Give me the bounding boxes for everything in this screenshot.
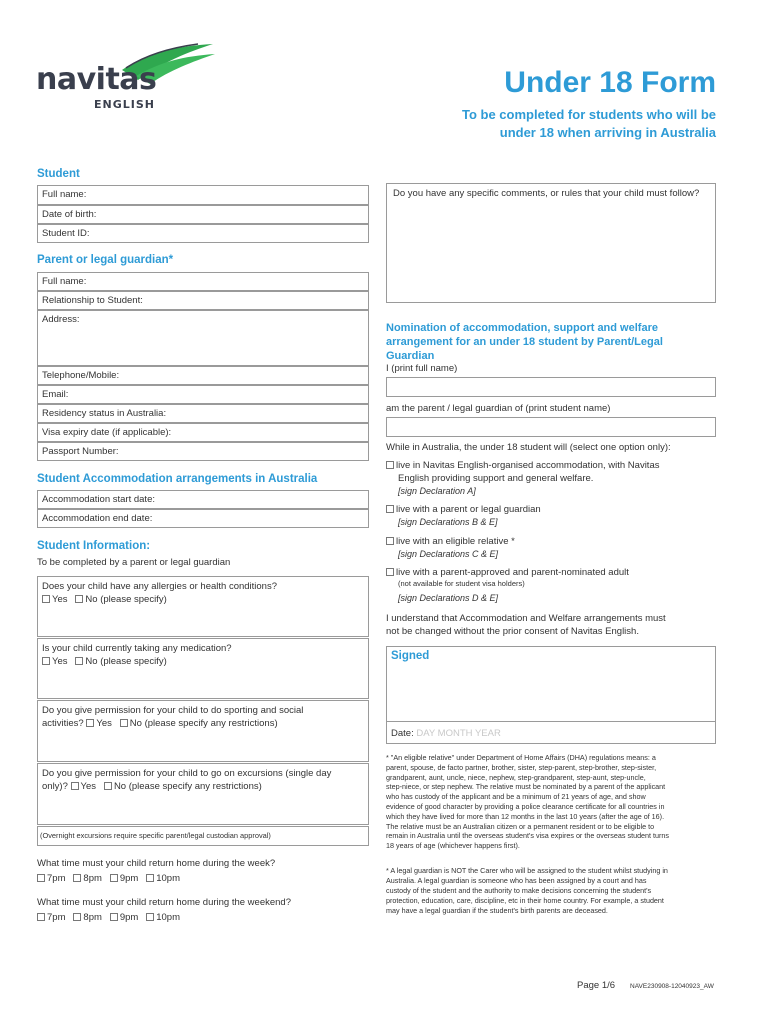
excursion-note: (Overnight excursions require specific parent/legal custodian approval) [40, 831, 271, 840]
excursions-question-line-2: only)? [42, 781, 68, 792]
parent-heading: Parent or legal guardian* [37, 254, 174, 266]
document-code: NAVE230908-12040923_AW [630, 983, 714, 990]
weekend-9pm-checkbox[interactable] [110, 913, 118, 921]
parent-print-name-input[interactable] [386, 377, 716, 397]
student-dob-field[interactable]: Date of birth: [37, 205, 369, 224]
allergies-no-label: No (please specify) [85, 594, 167, 605]
subtitle-line-1: To be completed for students who will be [462, 107, 716, 122]
excursions-box[interactable] [37, 763, 369, 825]
accommodation-end-field[interactable]: Accommodation end date: [37, 509, 369, 528]
page-subtitle [462, 106, 716, 142]
medication-question: Is your child currently taking any medication? [42, 643, 232, 654]
signature-box[interactable] [386, 646, 716, 744]
sporting-no-checkbox[interactable] [120, 719, 128, 727]
week-7pm-label: 7pm [47, 873, 66, 884]
logo-sub: ENGLISH [94, 98, 155, 111]
option-a-sign: [sign Declaration A] [398, 486, 476, 496]
sporting-question-line-1: Do you give permission for your child to do sporting and social [42, 705, 304, 716]
student-info-heading: Student Information: [37, 540, 151, 552]
while-in-australia-label: While in Australia, the under 18 student will (select one option only): [386, 442, 671, 453]
medication-yes-checkbox[interactable] [42, 657, 50, 665]
guardian-footnote-line-4: protection, education, care, discipline, etc in their home country. For example, a student [386, 896, 664, 905]
relative-footnote-line-10: 18 years of age (whichever happens first). [386, 841, 520, 851]
weekend-time-options [37, 911, 180, 924]
student-name-label: am the parent / legal guardian of (print student name) [386, 403, 611, 414]
option-d-note: (not available for student visa holders) [398, 579, 525, 588]
accommodation-start-field[interactable]: Accommodation start date: [37, 490, 369, 509]
weekend-10pm-label: 10pm [156, 912, 180, 923]
relative-footnote-line-7: which they have lived for more than 12 months in the last 10 years (after the age of 16). [386, 811, 665, 821]
relative-footnote-line-3: grandparent, aunt, uncle, niece, nephew, step-grandparent, step-aunt, step-uncle, [386, 772, 646, 782]
date-label: Date: [391, 728, 414, 739]
nomination-heading-line-2: arrangement for an under 18 student by Parent/Legal [386, 336, 663, 348]
student-print-name-input[interactable] [386, 417, 716, 437]
option-c-sign: [sign Declarations C & E] [398, 549, 499, 559]
nomination-heading-line-1: Nomination of accommodation, support and welfare [386, 322, 658, 334]
option-d-sign: [sign Declarations D & E] [398, 593, 499, 603]
option-c-label: live with an eligible relative * [396, 536, 515, 547]
accommodation-heading: Student Accommodation arrangements in Australia [37, 473, 318, 485]
signature-date-divider [387, 721, 715, 722]
week-10pm-label: 10pm [156, 873, 180, 884]
navitas-logo [36, 40, 216, 112]
relative-footnote-line-1: * "An eligible relative" under Department of Home Affairs (DHA) regulations means: a [386, 753, 656, 762]
excursions-yes-label: Yes [80, 781, 97, 792]
page-number: Page 1/6 [577, 980, 616, 991]
relative-footnote-line-6: evidence of good character by providing a police clearance certificate for all countries in [386, 801, 665, 811]
sporting-yes-checkbox[interactable] [86, 719, 94, 727]
week-9pm-label: 9pm [119, 873, 139, 884]
relative-footnote-line-9: remain in Australia until the overseas student's visa expires or the overseas student turns [386, 831, 670, 841]
sporting-question-line-2: activities? [42, 718, 84, 729]
option-d [386, 566, 716, 605]
weekend-return-question: What time must your child return home during the weekend? [37, 897, 291, 908]
residency-field[interactable]: Residency status in Australia: [37, 404, 369, 423]
allergies-question: Does your child have any allergies or health conditions? [42, 581, 277, 592]
week-9pm-checkbox[interactable] [110, 874, 118, 882]
allergies-no-checkbox[interactable] [75, 595, 83, 603]
medication-no-checkbox[interactable] [75, 657, 83, 665]
week-7pm-checkbox[interactable] [37, 874, 45, 882]
excursions-no-label: No (please specify any restrictions) [113, 781, 262, 792]
excursions-no-checkbox[interactable] [104, 782, 112, 790]
guardian-footnote [386, 866, 721, 916]
student-id-field[interactable]: Student ID: [37, 224, 369, 243]
option-b-checkbox[interactable] [386, 505, 394, 513]
email-field[interactable]: Email: [37, 385, 369, 404]
week-8pm-checkbox[interactable] [73, 874, 81, 882]
sporting-yes-label: Yes [96, 718, 112, 729]
allergies-box[interactable] [37, 576, 369, 637]
parent-full-name-field[interactable]: Full name: [37, 272, 369, 291]
option-a [386, 459, 716, 498]
relative-footnote-line-5: who has custody of the applicant and be a minimum of 21 years of age, and show [386, 792, 646, 802]
date-hint: DAY MONTH YEAR [416, 728, 501, 739]
relationship-field[interactable]: Relationship to Student: [37, 291, 369, 310]
guardian-footnote-line-2: Australia. A legal guardian is someone who has been assigned by a court and has [386, 876, 647, 885]
option-a-checkbox[interactable] [386, 461, 394, 469]
week-10pm-checkbox[interactable] [146, 874, 154, 882]
option-b-sign: [sign Declarations B & E] [398, 517, 498, 527]
relative-footnote [386, 753, 721, 851]
week-return-question: What time must your child return home during the week? [37, 858, 276, 869]
week-8pm-label: 8pm [83, 873, 102, 884]
excursions-question-line-1: Do you give permission for your child to go on excursions (single day [42, 768, 332, 779]
weekend-10pm-checkbox[interactable] [146, 913, 154, 921]
visa-expiry-field[interactable]: Visa expiry date (if applicable): [37, 423, 369, 442]
subtitle-line-2: under 18 when arriving in Australia [499, 125, 716, 140]
excursions-yes-checkbox[interactable] [71, 782, 79, 790]
print-name-label: I (print full name) [386, 363, 458, 374]
option-a-line-1: live in Navitas English-organised accommodation, with Navitas [396, 460, 660, 471]
address-field[interactable]: Address: [37, 310, 369, 366]
weekend-9pm-label: 9pm [119, 912, 139, 923]
relative-footnote-line-8: The relative must be an Australian citizen or a permanent resident or to be eligible to [386, 821, 655, 831]
guardian-footnote-line-1: * A legal guardian is NOT the Carer who will be assigned to the student whilst studying in [386, 866, 668, 875]
student-info-subheading: To be completed by a parent or legal guardian [37, 557, 231, 568]
medication-no-label: No (please specify) [85, 656, 167, 667]
option-d-label: live with a parent-approved and parent-nominated adult [396, 567, 629, 578]
relative-footnote-line-4: step-niece, or step nephew. The relative must be nominated by a parent of the applicant [386, 782, 666, 792]
comments-label: Do you have any specific comments, or rules that your child must follow? [393, 188, 700, 199]
sporting-no-label: No (please specify any restrictions) [129, 718, 278, 729]
student-full-name-field[interactable]: Full name: [37, 185, 369, 205]
allergies-yes-checkbox[interactable] [42, 595, 50, 603]
option-c [386, 535, 716, 561]
passport-field[interactable]: Passport Number: [37, 442, 369, 461]
allergies-yes-label: Yes [52, 594, 68, 605]
weekend-8pm-checkbox[interactable] [73, 913, 81, 921]
understand-line-2: not be changed without the prior consent of Navitas English. [386, 626, 639, 637]
option-d-checkbox[interactable] [386, 568, 394, 576]
weekend-8pm-label: 8pm [83, 912, 102, 923]
option-c-checkbox[interactable] [386, 537, 394, 545]
understand-statement [386, 612, 716, 638]
logo-brand: navitas [36, 62, 157, 97]
signature-date-row[interactable] [391, 727, 501, 740]
page-title: Under 18 Form [504, 66, 716, 99]
option-b [386, 503, 716, 529]
nomination-heading [386, 321, 663, 363]
guardian-footnote-line-3: custody of the student and the authority to make decisions concerning the student's [386, 886, 652, 895]
medication-box[interactable] [37, 638, 369, 699]
guardian-footnote-line-5: may have a legal guardian if the student's birth parents are deceased. [386, 906, 608, 915]
understand-line-1: I understand that Accommodation and Welfare arrangements must [386, 613, 666, 624]
week-time-options [37, 872, 180, 885]
option-b-label: live with a parent or legal guardian [396, 504, 541, 515]
medication-yes-label: Yes [52, 656, 68, 667]
excursion-note-box [37, 826, 369, 846]
signed-heading: Signed [391, 650, 430, 662]
weekend-7pm-label: 7pm [47, 912, 66, 923]
telephone-field[interactable]: Telephone/Mobile: [37, 366, 369, 385]
student-heading: Student [37, 168, 80, 180]
sporting-box[interactable] [37, 700, 369, 762]
nomination-heading-line-3: Guardian [386, 350, 435, 362]
option-a-line-2: English providing support and general welfare. [398, 473, 594, 484]
comments-box[interactable] [386, 183, 716, 303]
weekend-7pm-checkbox[interactable] [37, 913, 45, 921]
relative-footnote-line-2: parent, spouse, de facto partner, brother, sister, step-parent, step-brother, step-sister, [386, 762, 657, 772]
